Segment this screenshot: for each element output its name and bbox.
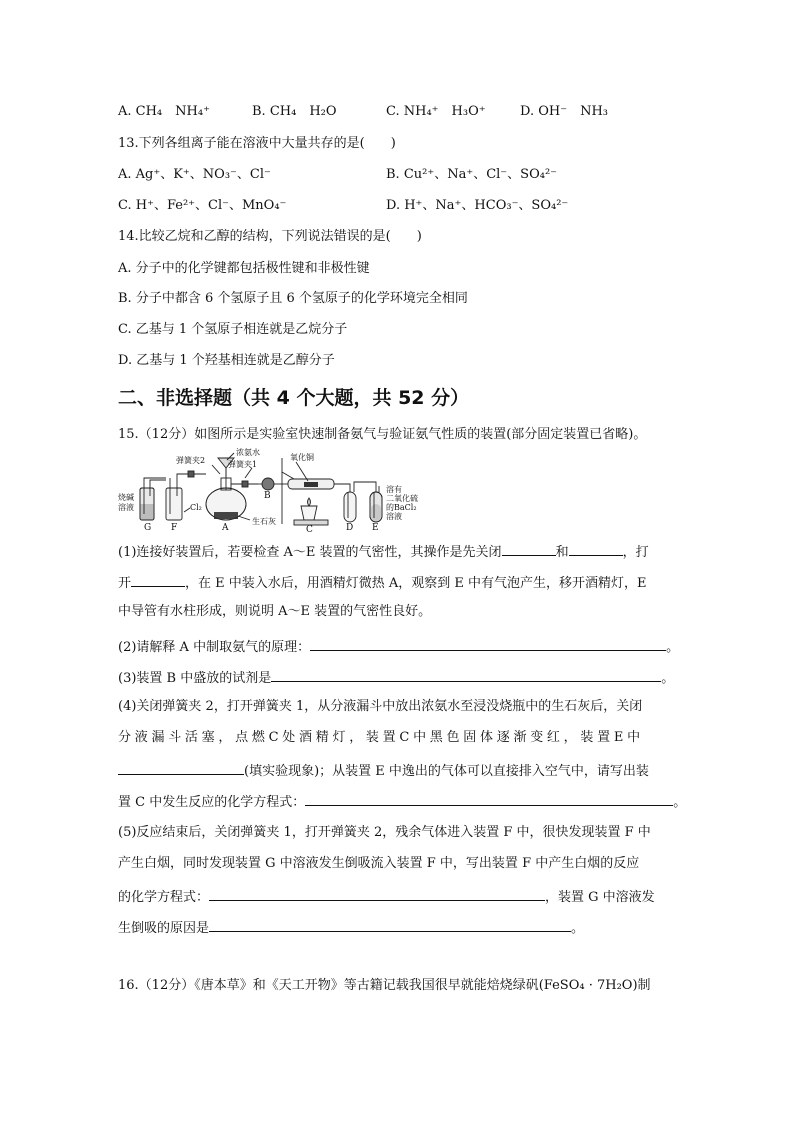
q15-p2-text: (2)请解释 A 中制取氨气的原理： <box>118 640 311 655</box>
period: 。 <box>673 795 687 810</box>
q12-option-a[interactable]: A. CH₄ NH₄⁺ <box>118 104 210 119</box>
label-so2-4: 溶液 <box>386 512 402 521</box>
q15-part5-line4 <box>118 917 584 938</box>
q15-part5-line3 <box>118 886 655 907</box>
q15-p1-text-c: ，打 <box>622 545 649 560</box>
q13-option-c[interactable]: C. H⁺、Fe²⁺、Cl⁻、MnO₄⁻ <box>118 198 287 213</box>
period: 。 <box>571 921 585 936</box>
q15-part4-line4 <box>118 791 686 812</box>
q15-part2 <box>118 636 679 657</box>
apparatus-figure <box>118 448 418 532</box>
label-g: G <box>144 523 152 532</box>
label-conc-ammonia: 浓氨水 <box>236 448 260 457</box>
q15-part5-line2: 产生白烟，同时发现装置 G 中溶液发生倒吸流入装置 F 中，写出装置 F 中产生白烟的反应 <box>118 856 640 871</box>
label-e: E <box>372 523 379 532</box>
label-clamp2: 弹簧夹2 <box>176 456 206 465</box>
answer-blank-7[interactable] <box>305 791 673 806</box>
q14-option-a[interactable]: A. 分子中的化学键都包括极性键和非极性键 <box>118 261 370 276</box>
q15-p5-text-b: ，装置 G 中溶液发 <box>545 890 655 905</box>
q14-option-d[interactable]: D. 乙基与 1 个羟基相连就是乙醇分子 <box>118 353 335 368</box>
label-so2-2: 二氧化硫 <box>386 494 418 503</box>
answer-blank-3[interactable] <box>131 572 185 587</box>
q12-option-d[interactable]: D. OH⁻ NH₃ <box>520 104 609 119</box>
q14-option-c[interactable]: C. 乙基与 1 个氢原子相连就是乙烷分子 <box>118 322 348 337</box>
answer-blank-8[interactable] <box>209 886 545 901</box>
answer-blank-4[interactable] <box>310 636 666 651</box>
q12-option-c[interactable]: C. NH₄⁺ H₃O⁺ <box>386 104 486 119</box>
q15-p5-text-c: 生倒吸的原因是 <box>118 921 210 936</box>
q15-part4-line1: (4)关闭弹簧夹 2，打开弹簧夹 1，从分液漏斗中放出浓氨水至浸没烧瓶中的生石灰后，关闭 <box>118 699 643 714</box>
q15-part4-line2: 分 液 漏 斗 活 塞 ， 点 燃 C 处 酒 精 灯 ， 装 置 C 中 黑 色 固 体 逐 渐 变 红 ， 装 置 E 中 <box>118 730 640 745</box>
answer-blank-9[interactable] <box>209 917 571 932</box>
q12-option-b[interactable]: B. CH₄ H₂O <box>252 104 337 119</box>
q13-stem: 13.下列各组离子能在溶液中大量共存的是( ) <box>118 136 396 151</box>
label-a: A <box>222 523 229 532</box>
q15-p3-text: (3)装置 B 中盛放的试剂是 <box>118 671 272 686</box>
q15-part4-line3 <box>118 760 649 781</box>
q15-p1-text-b: 和 <box>555 545 569 560</box>
label-cl2: Cl₂ <box>190 503 202 512</box>
q15-part1-line3: 中导管有水柱形成，则说明 A～E 装置的气密性良好。 <box>118 604 432 619</box>
q13-option-d[interactable]: D. H⁺、Na⁺、HCO₃⁻、SO₄²⁻ <box>386 198 569 213</box>
period: 。 <box>666 640 680 655</box>
q13-option-b[interactable]: B. Cu²⁺、Na⁺、Cl⁻、SO₄²⁻ <box>386 167 558 182</box>
q15-part1-line1 <box>118 541 649 562</box>
label-so2-3: 的BaCl₂ <box>386 503 417 512</box>
label-b: B <box>264 491 271 501</box>
q14-option-b[interactable]: B. 分子中都含 6 个氢原子且 6 个氢原子的化学环境完全相同 <box>118 291 468 306</box>
q13-option-a[interactable]: A. Ag⁺、K⁺、NO₃⁻、Cl⁻ <box>118 167 271 182</box>
label-alkali-1: 烧碱 <box>118 493 134 502</box>
label-c: C <box>306 525 313 532</box>
q15-stem: 15.（12分）如图所示是实验室快速制备氨气与验证氨气性质的装置(部分固定装置已省略)。 <box>118 427 647 442</box>
q15-part1-line2 <box>118 572 647 593</box>
answer-blank-2[interactable] <box>569 541 623 556</box>
answer-blank-1[interactable] <box>502 541 556 556</box>
answer-blank-6[interactable] <box>118 760 244 775</box>
q15-p4-text-c: (填实验现象)；从装置 E 中逸出的气体可以直接排入空气中，请写出装 <box>244 764 649 779</box>
q15-p1-text-e: ，在 E 中装入水后，用酒精灯微热 A，观察到 E 中有气泡产生，移开酒精灯，E <box>185 576 647 591</box>
q15-p1-text-d: 开 <box>118 576 132 591</box>
label-f: F <box>171 523 178 532</box>
section-2-title: 二、非选择题（共 4 个大题，共 52 分） <box>118 387 470 409</box>
q14-stem: 14.比较乙烷和乙醇的结构，下列说法错误的是( ) <box>118 229 422 244</box>
label-quicklime: 生石灰 <box>252 517 276 526</box>
q15-p1-text-a: (1)连接好装置后，若要检查 A～E 装置的气密性，其操作是先关闭 <box>118 545 502 560</box>
q15-part5-line1: (5)反应结束后，关闭弹簧夹 1，打开弹簧夹 2，残余气体进入装置 F 中，很快发现装置 F 中 <box>118 825 651 840</box>
q16-stem: 16.（12分）《唐本草》和《天工开物》等古籍记载我国很早就能焙烧绿矾(FeSO₄ · 7H₂O)制 <box>118 978 651 993</box>
q15-p4-text-d: 置 C 中发生反应的化学方程式： <box>118 795 306 810</box>
label-clamp1: 弹簧夹1 <box>228 460 258 469</box>
label-copper-oxide: 氧化铜 <box>290 453 314 462</box>
label-d: D <box>346 523 354 532</box>
period: 。 <box>661 671 675 686</box>
label-so2-1: 溶有 <box>386 485 402 494</box>
q15-p5-text-a: 的化学方程式： <box>118 890 210 905</box>
answer-blank-5[interactable] <box>271 667 661 682</box>
q15-part3 <box>118 667 674 688</box>
label-alkali-2: 溶液 <box>118 503 134 512</box>
